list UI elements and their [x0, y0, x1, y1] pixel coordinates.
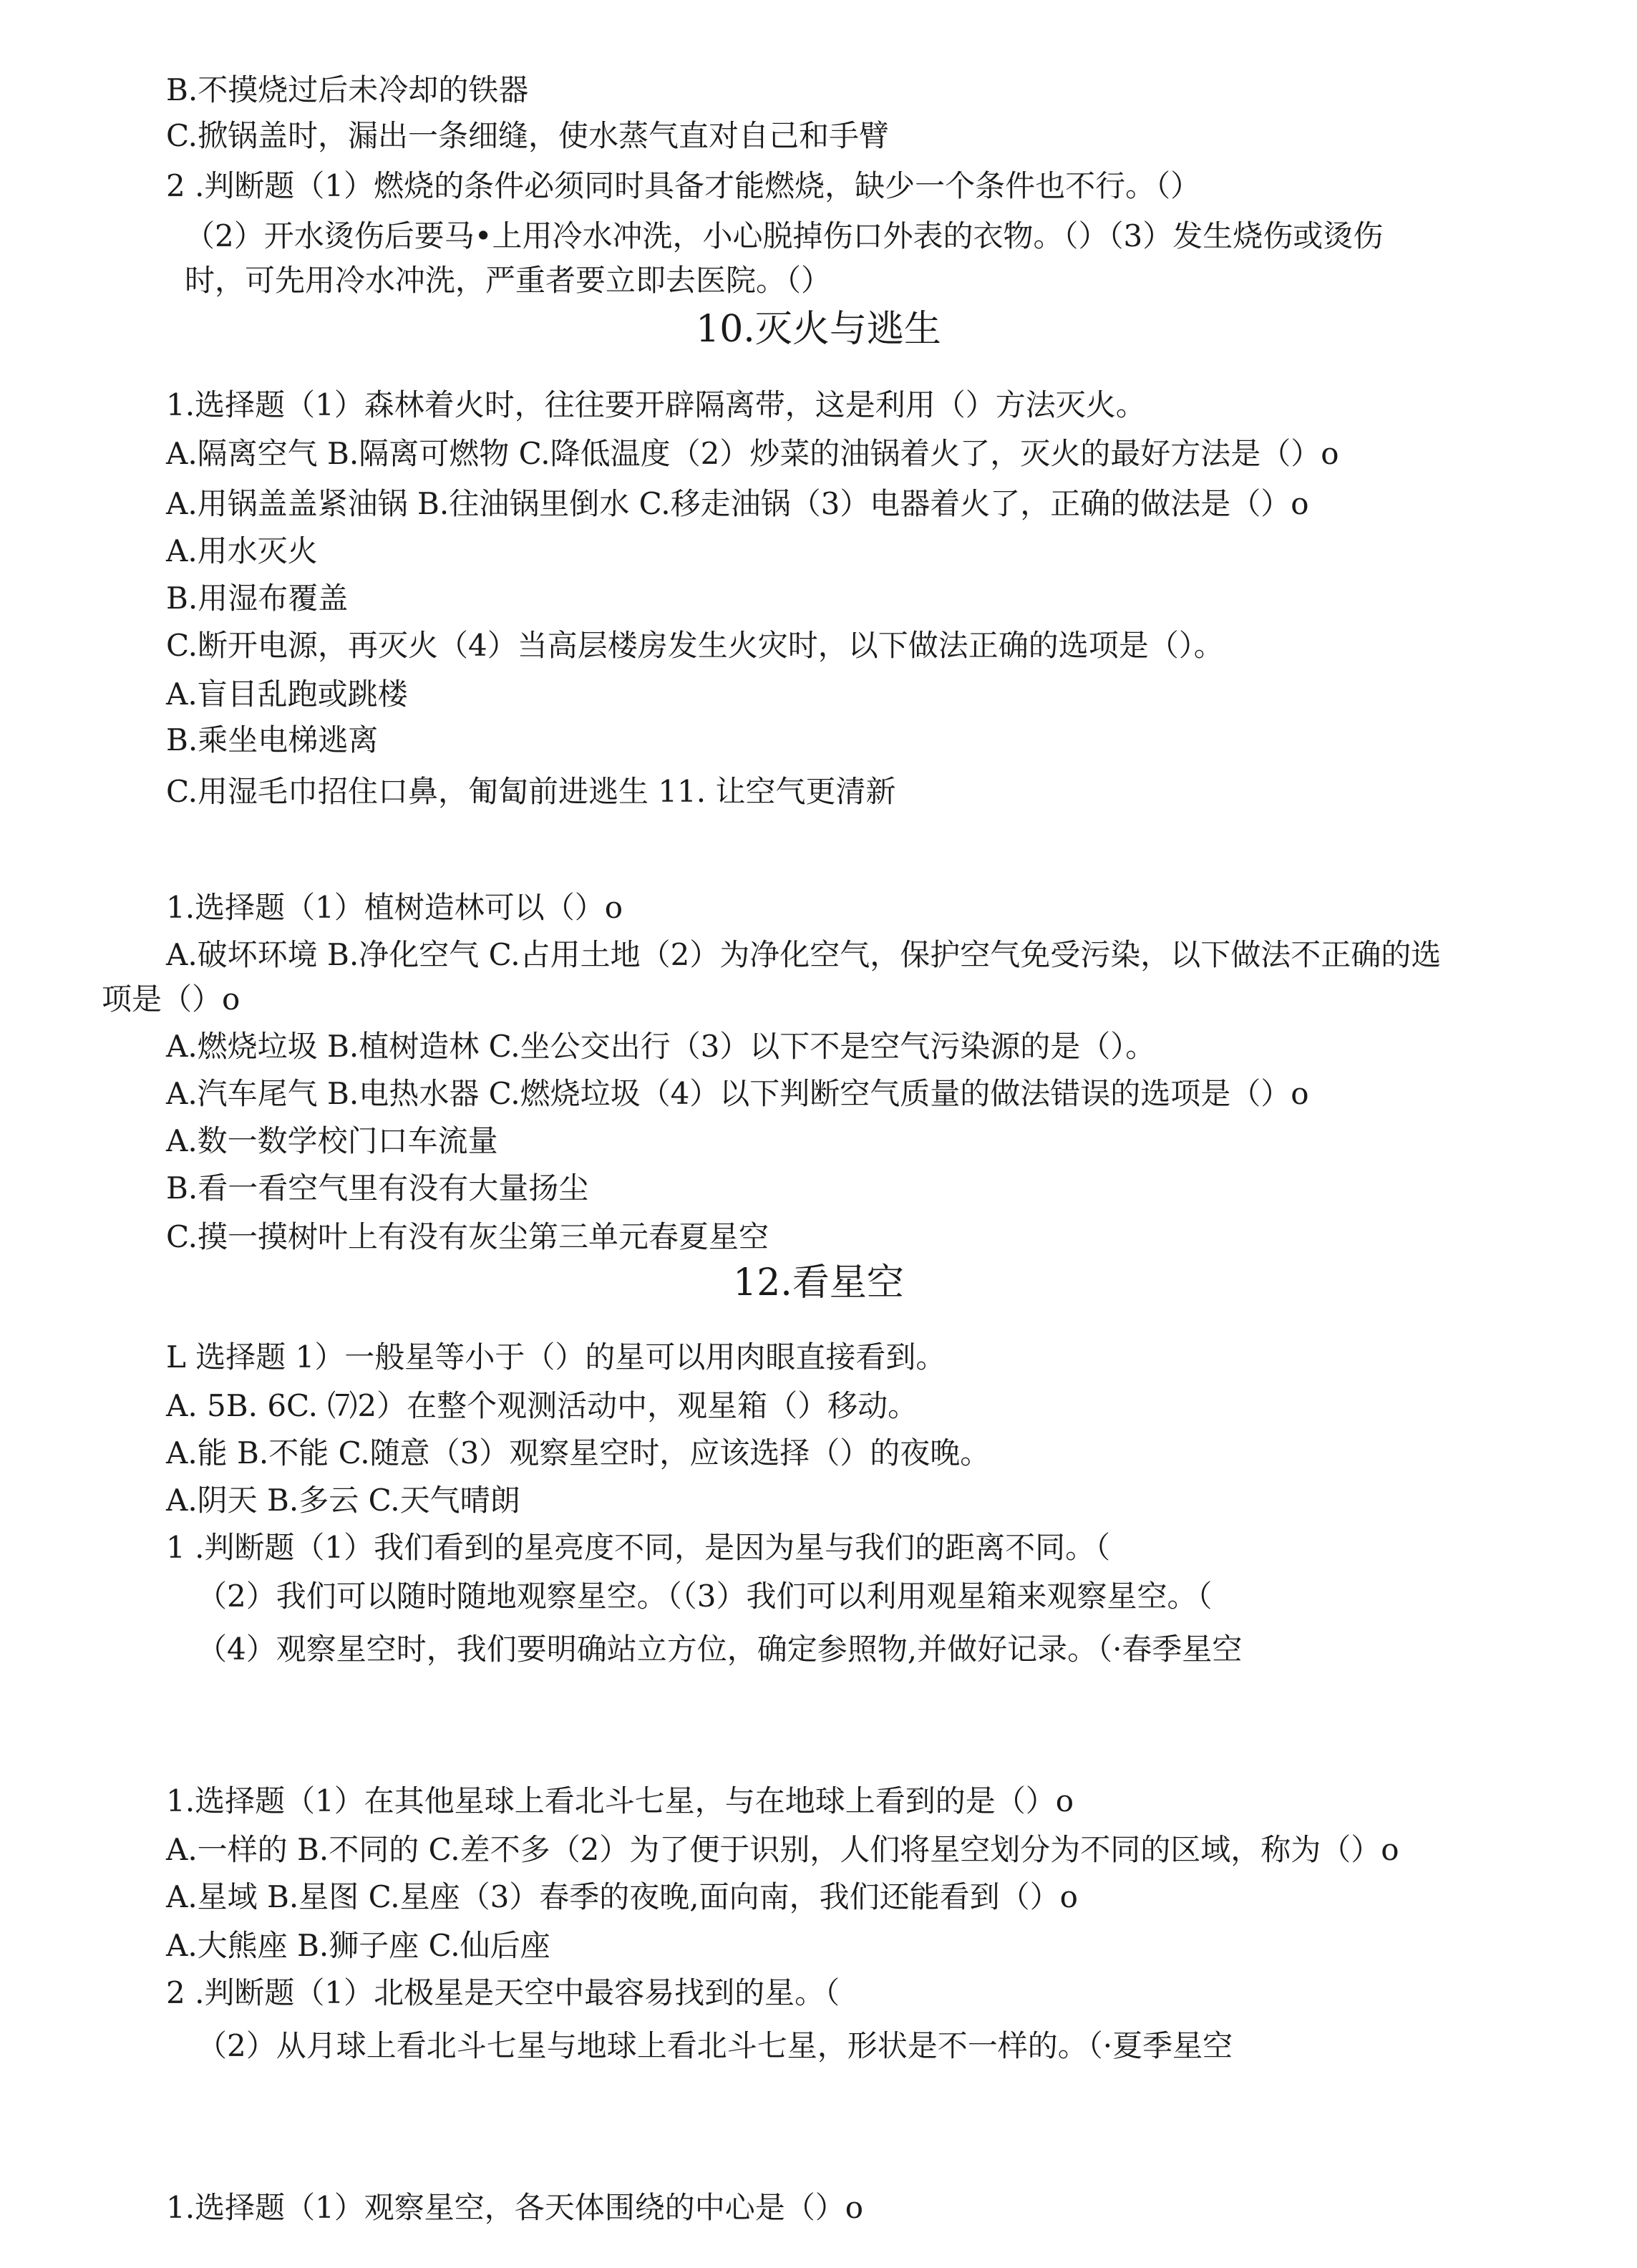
section-heading: 12.看星空 — [733, 1261, 904, 1304]
text-line: L 选择题 1）一般星等小于（）的星可以用肉眼直接看到。 — [166, 1339, 946, 1375]
text-line: B.看一看空气里有没有大量扬尘 — [166, 1171, 589, 1206]
text-line: B.不摸烧过后未冷却的铁器 — [166, 72, 529, 107]
text-line: A.破坏环境 B.净化空气 C.占用土地（2）为净化空气，保护空气免受污染，以下做法不正确的选 — [166, 937, 1442, 972]
text-line: 1.选择题（1）森林着火时，往往要开辟隔离带，这是利用（）方法灭火。 — [166, 387, 1146, 422]
text-line: A.星域 B.星图 C.星座（3）春季的夜晚,面向南，我们还能看到（）o — [166, 1879, 1078, 1914]
text-line: （2）我们可以随时随地观察星空。（（3）我们可以利用观星箱来观察星空。（ — [197, 1579, 1213, 1614]
text-line: A.用水灭火 — [166, 533, 318, 568]
text-line: A.一样的 B.不同的 C.差不多（2）为了便于识别，人们将星空划分为不同的区域，称为（）o — [166, 1832, 1399, 1867]
text-line: C.断开电源，再灭火（4）当高层楼房发生火灾时，以下做法正确的选项是（）。 — [166, 628, 1224, 663]
text-line: A.能 B.不能 C.随意（3）观察星空时，应该选择（）的夜晚。 — [166, 1435, 991, 1470]
text-line: A.盲目乱跑或跳楼 — [166, 677, 408, 712]
text-line: 1.选择题（1）在其他星球上看北斗七星，与在地球上看到的是（）o — [166, 1783, 1074, 1818]
text-line: A.大熊座 B.狮子座 C.仙后座 — [166, 1928, 550, 1963]
text-line: A.燃烧垃圾 B.植树造林 C.坐公交出行（3）以下不是空气污染源的是（）。 — [166, 1029, 1156, 1064]
text-line: B.乘坐电梯逃离 — [166, 722, 379, 757]
text-line: 时，可先用冷水冲洗，严重者要立即去医院。（） — [185, 263, 832, 298]
text-line: C.摸一摸树叶上有没有灰尘第三单元春夏星空 — [166, 1219, 769, 1254]
text-line: （2）开水烫伤后要马•上用冷水冲洗，小心脱掉伤口外表的衣物。（）（3）发生烧伤或烫伤 — [185, 218, 1384, 253]
text-line: A.隔离空气 B.隔离可燃物 C.降低温度（2）炒菜的油锅着火了，灭火的最好方法是（）o — [166, 436, 1339, 471]
text-line: A.汽车尾气 B.电热水器 C.燃烧垃圾（4）以下判断空气质量的做法错误的选项是（）o — [166, 1076, 1309, 1111]
text-line: 2 .判断题（1）北极星是天空中最容易找到的星。（ — [166, 1975, 840, 2010]
text-line: B.用湿布覆盖 — [166, 581, 349, 616]
text-line: （4）观察星空时，我们要明确站立方位，确定参照物,并做好记录。（·春季星空 — [197, 1632, 1243, 1667]
text-line: 项是（）o — [102, 982, 241, 1017]
text-line: A.阴天 B.多云 C.天气晴朗 — [166, 1483, 520, 1518]
text-line: C.用湿毛巾招住口鼻，匍匐前进逃生 11. 让空气更清新 — [166, 774, 896, 809]
text-line: A. 5B. 6C. ⑺2）在整个观测活动中，观星箱（）移动。 — [166, 1388, 918, 1423]
text-line: C.掀锅盖时，漏出一条细缝，使水蒸气直对自己和手臂 — [166, 118, 889, 153]
text-line: A.数一数学校门口车流量 — [166, 1123, 498, 1158]
text-line: 1 .判断题（1）我们看到的星亮度不同，是因为星与我们的距离不同。（ — [166, 1530, 1111, 1565]
text-line: （2）从月球上看北斗七星与地球上看北斗七星，形状是不一样的。（·夏季星空 — [197, 2028, 1233, 2063]
section-heading: 10.灭火与逃生 — [696, 308, 941, 351]
text-line: 1.选择题（1）观察星空，各天体围绕的中心是（）o — [166, 2190, 864, 2225]
text-line: 2 .判断题（1）燃烧的条件必须同时具备才能燃烧，缺少一个条件也不行。（） — [166, 168, 1201, 203]
text-line: A.用锅盖盖紧油锅 B.往油锅里倒水 C.移走油锅（3）电器着火了，正确的做法是（）o — [166, 486, 1309, 521]
text-line: 1.选择题（1）植树造林可以（）o — [166, 890, 623, 925]
